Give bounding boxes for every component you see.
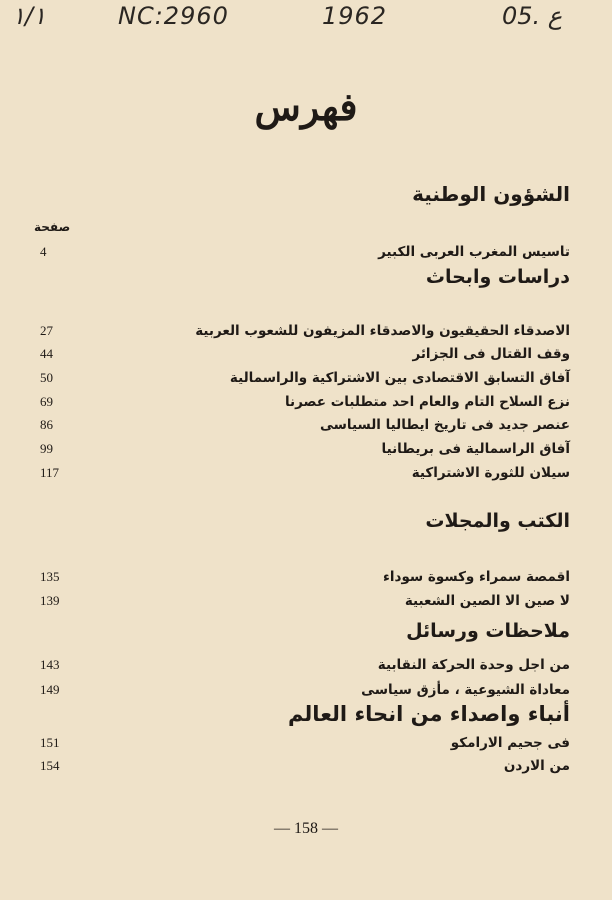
toc-entry-title: سيلان للثورة الاشتراكية [411,465,570,481]
toc-page-number: 117 [40,465,60,480]
toc-page-number: 151 [40,735,60,750]
toc-entry-title: آفاق الراسمالية فى بريطانيا [381,441,570,457]
toc-entry-title: نزع السلاح التام والعام احد متطلبات عصرنا [284,394,570,410]
handwritten-mark-left: ١/١ [12,2,46,30]
toc-entry-title: معاداة الشيوعية ، مأزق سياسى [361,682,570,698]
section-heading-studies: دراسات وابحاث [425,266,570,288]
toc-row [40,367,570,389]
toc-entry-title: عنصر جديد فى تاريخ ايطاليا السياسى [319,417,570,433]
toc-row [40,391,570,413]
toc-entry-title: من الاردن [503,758,570,774]
toc-row [40,462,570,484]
toc-entry-title: لا صين الا الصين الشعبية [404,593,570,609]
toc-row [40,414,570,436]
toc-page-number: 27 [40,323,53,338]
handwritten-year: 1962 [322,2,388,30]
toc-page-number: 139 [40,593,60,608]
toc-row [40,590,570,612]
toc-entry-title: من اجل وحدة الحركة النقابية [377,657,570,673]
section-heading-world-news: أنباء واصداء من انحاء العالم [287,702,570,726]
handwritten-code: NC:2960 [118,2,229,30]
page-title: فهرس [254,84,358,129]
toc-row [40,320,570,342]
toc-row [40,755,570,777]
toc-entry-title: آفاق التسابق الاقتصادى بين الاشتراكية والراسمالية [229,370,570,386]
toc-page-number: 99 [40,441,53,456]
toc-entry-title: وقف القتال فى الجزائر [412,346,570,362]
toc-page-number: 69 [40,394,53,409]
section-heading-books: الكتب والمجلات [425,510,570,532]
footer-page-number: — 158 — [274,820,338,837]
toc-entry-title: فى جحيم الارامكو [450,735,570,751]
toc-page-number: 149 [40,682,60,697]
toc-row [40,566,570,588]
toc-page-number: 4 [40,244,47,259]
toc-row [40,654,570,676]
toc-entry-title: الاصدقاء الحقيقيون والاصدقاء المزيفون للشعوب العربية [195,323,570,339]
toc-page-number: 86 [40,417,53,432]
toc-row [40,438,570,460]
toc-page-number: 135 [40,569,60,584]
toc-row [40,343,570,365]
toc-entry-title: اقمصة سمراء وكسوة سوداء [383,569,570,585]
toc-row [40,732,570,754]
toc-page-number: 50 [40,370,53,385]
toc-page-number: 44 [40,346,53,361]
toc-page-number: 154 [40,758,60,773]
toc-row [40,241,570,263]
handwritten-mark-right: 05. ع [502,2,563,30]
toc-page-number: 143 [40,657,60,672]
section-heading-notes: ملاحظات ورسائل [406,620,570,642]
page-column-label: صفحة [34,220,71,234]
toc-entry-title: تاسيس المغرب العربى الكبير [378,244,570,260]
toc-row [40,679,570,701]
section-heading-national-affairs: الشؤون الوطنية [412,182,570,206]
